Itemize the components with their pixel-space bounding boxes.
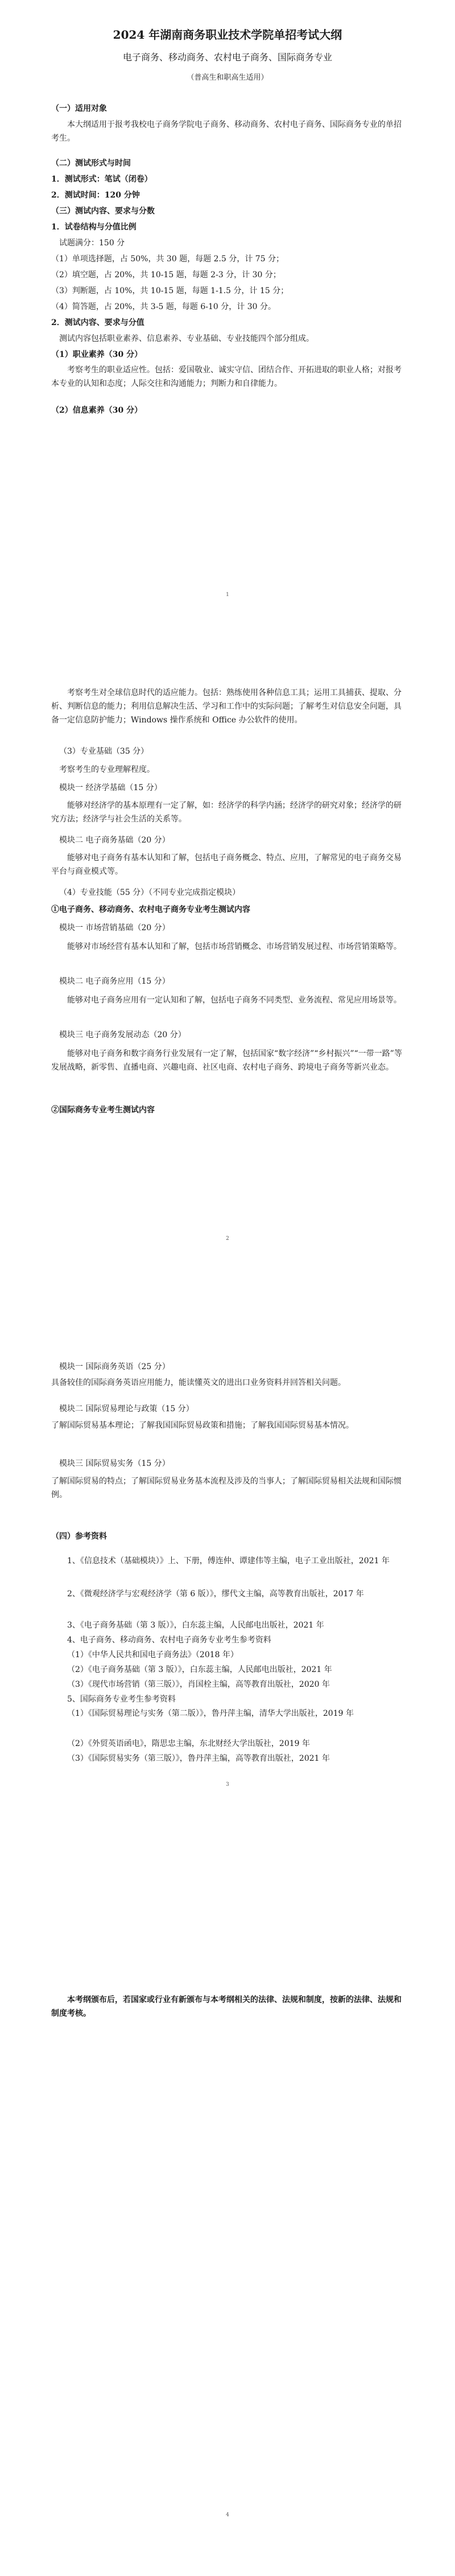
reference-item: （3）《国际贸易实务（第三版）》，鲁丹萍主编，高等教育出版社，2021 年 [67, 1754, 330, 1763]
reference-item: 1、《信息技术（基础模块）》上、下册，傅连仲、谭建伟等主编，电子工业出版社，2021 年 [67, 1556, 390, 1566]
module-text: 能够对经济学的基本原理有一定了解，如：经济学的科学内涵；经济学的研究对象；经济学的研究方法；经济学与社会生活的关系等。 [51, 801, 402, 824]
part-heading-professional: （1）职业素养（30 分） [51, 350, 143, 359]
part-text-professional: 考察考生的职业适应性。包括：爱国敬业、诚实守信、团结合作、开拓进取的职业人格；对报考本专业的认知和态度；人际交往和沟通能力；判断力和自律能力。 [51, 365, 402, 388]
reference-item: 4、电子商务、移动商务、农村电子商务专业考生参考资料 [67, 1636, 271, 1645]
format-item: 1．测试形式：笔试（闭卷） [51, 175, 152, 184]
structure-item: 1．试卷结构与分值比例 [51, 223, 136, 232]
document-subtitle: 电子商务、移动商务、农村电子商务、国际商务专业 [122, 52, 332, 63]
module-text: 了解国际贸易的特点；了解国际贸易业务基本流程及涉及的当事人；了解国际贸易相关法规和国际惯例。 [51, 1477, 402, 1499]
page-number: 3 [226, 1782, 229, 1788]
part-heading-basics: （3）专业基础（35 分） [59, 747, 149, 756]
audience-note: （普高生和职高生适用） [187, 73, 268, 82]
reference-item: （3）《现代市场营销（第三版）》，肖国栓主编，高等教育出版社，2020 年 [67, 1680, 330, 1689]
reference-item: 3、《电子商务基础（第 3 版）》，白东蕊主编，人民邮电出版社，2021 年 [67, 1621, 324, 1630]
module-title: 模块一 市场营销基础（20 分） [59, 923, 170, 932]
module-title: 模块一 经济学基础（15 分） [59, 783, 162, 792]
group-heading: ②国际商务专业考生测试内容 [51, 1106, 155, 1115]
module-title: 模块二 电子商务基础（20 分） [59, 836, 170, 845]
question-type: （1）单项选择题，占 50%，共 30 题，每题 2.5 分，计 75 分； [51, 254, 284, 264]
part-heading-skills: （4）专业技能（55 分）（不同专业完成指定模块） [59, 888, 241, 897]
reference-item: （2）《外贸英语函电》，隋思忠主编，东北财经大学出版社，2019 年 [67, 1739, 310, 1748]
section-heading-references: （四）参考资料 [51, 1532, 107, 1541]
document-title: 2024 年湖南商务职业技术学院单招考试大纲 [113, 28, 342, 42]
module-title: 模块三 电子商务发展动态（20 分） [59, 1030, 186, 1040]
section-heading-target: （一）适用对象 [51, 104, 107, 113]
content-item-text: 测试内容包括职业素养、信息素养、专业基础、专业技能四个部分组成。 [59, 334, 314, 343]
module-text: 能够对电子商务应用有一定认知和了解，包括电子商务不同类型、业务流程、常见应用场景等。 [67, 996, 402, 1005]
score-total: 试题满分：150 分 [59, 239, 125, 248]
reference-item: 2、《微观经济学与宏观经济学（第 6 版）》，缪代文主编，高等教育出版社，2017 年 [67, 1589, 364, 1599]
reference-item: （1）《中华人民共和国电子商务法》（2018 年） [67, 1650, 238, 1659]
page-3 [0, 1288, 455, 1932]
module-title: 模块三 国际贸易实务（15 分） [59, 1459, 170, 1468]
content-item: 2．测试内容、要求与分值 [51, 318, 144, 327]
page-1 [0, 0, 455, 644]
group-heading: ①电子商务、移动商务、农村电子商务专业考生测试内容 [51, 905, 250, 914]
part-text-info: 考察考生对全球信息时代的适应能力。包括：熟练使用各种信息工具；运用工具捕获、提取、分析、判断信息的能力；利用信息解决生活、学习和工作中的实际问题；了解考生对信息安全问题，具备一定信息防护能力；Windows 操作系统和 Office 办公软件的使用。 [51, 688, 402, 725]
module-text: 了解国际贸易基本理论；了解我国国际贸易政策和措施；了解我国国际贸易基本情况。 [51, 1421, 354, 1430]
page-number: 1 [226, 592, 229, 598]
time-item: 2．测试时间：120 分钟 [51, 191, 140, 200]
part-heading-info: （2）信息素养（30 分） [51, 406, 143, 415]
module-title: 模块一 国际商务英语（25 分） [59, 1362, 170, 1371]
question-type: （2）填空题，占 20%，共 10-15 题，每题 2-3 分，计 30 分； [51, 270, 281, 280]
page-number: 2 [226, 1236, 229, 1242]
module-title: 模块二 国际贸易理论与政策（15 分） [59, 1404, 194, 1414]
module-text: 能够对市场经营有基本认知和了解，包括市场营销概念、市场营销发展过程、市场营销策略等。 [67, 942, 402, 951]
question-type: （3）判断题，占 10%，共 10-15 题，每题 1-1.5 分，计 15 分； [51, 286, 289, 295]
page-4 [0, 1932, 455, 2575]
page-2 [0, 644, 455, 1288]
reference-item: （2）《电子商务基础（第 3 版）》，白东蕊主编，人民邮电出版社，2021 年 [67, 1665, 332, 1674]
module-title: 模块二 电子商务应用（15 分） [59, 977, 170, 986]
reference-item: 5、国际商务专业考生参考资料 [67, 1695, 176, 1704]
final-note: 本考纲颁布后，若国家或行业有新颁布与本考纲相关的法律、法规和制度，按新的法律、法规和制度考核。 [51, 1995, 402, 2018]
reference-item: （1）《国际贸易理论与实务（第二版）》，鲁丹萍主编，清华大学出版社，2019 年 [67, 1709, 354, 1718]
section-text-target: 本大纲适用于报考我校电子商务学院电子商务、移动商务、农村电子商务、国际商务专业的单招考生。 [51, 120, 402, 143]
section-heading-content: （三）测试内容、要求与分数 [51, 207, 155, 216]
question-type: （4）简答题，占 20%，共 3-5 题，每题 6-10 分，计 30 分。 [51, 302, 276, 311]
section-heading-format: （二）测试形式与时间 [51, 159, 131, 168]
module-text: 能够对电子商务有基本认知和了解，包括电子商务概念、特点、应用，了解常见的电子商务交易平台与商业模式等。 [51, 853, 402, 876]
part-text-basics: 考察考生的专业理解程度。 [59, 765, 155, 774]
module-text: 能够对电子商务和数字商务行业发展有一定了解，包括国家“数字经济”“乡村振兴”“一带一路”等发展战略，新零售、直播电商、兴趣电商、社区电商、农村电子商务、跨境电子商务等新兴业态。 [51, 1049, 402, 1072]
module-text: 具备较佳的国际商务英语应用能力，能读懂英文的进出口业务资料并回答相关问题。 [51, 1378, 346, 1387]
page-number: 4 [226, 2512, 229, 2518]
